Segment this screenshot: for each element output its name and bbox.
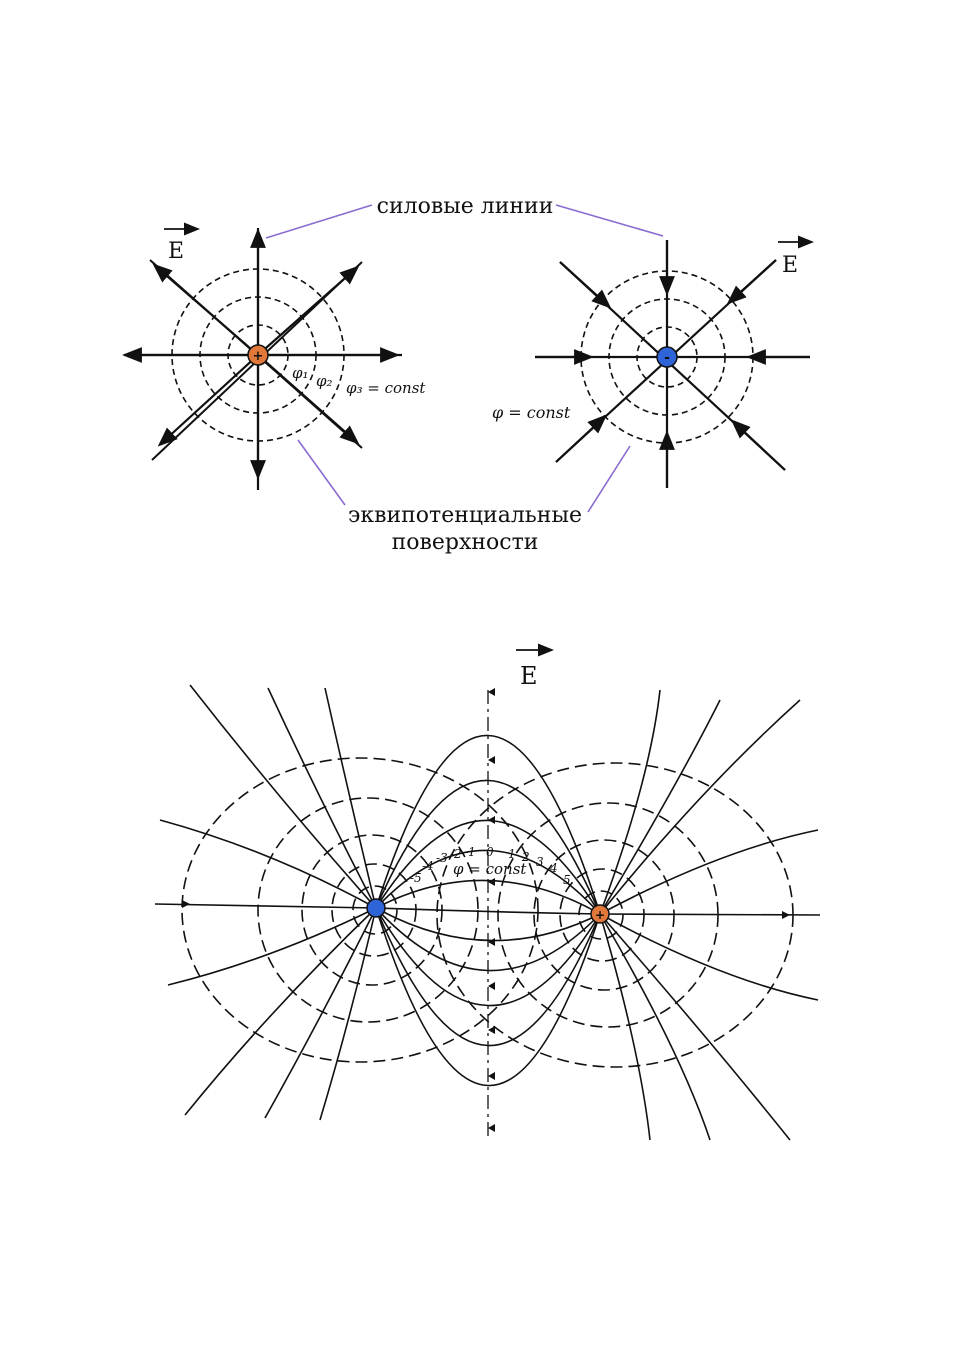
- dipole-phi-label: φ = const: [453, 860, 527, 878]
- field-line: [734, 260, 776, 298]
- dipole-vector-e-label: E: [520, 662, 538, 690]
- potential-number: -3: [436, 851, 448, 865]
- phi-2-label: φ₂: [316, 372, 333, 390]
- dipole-field-line: [600, 914, 790, 1140]
- dipole-field-line: [185, 908, 376, 1115]
- dipole-field-line: [600, 914, 650, 1140]
- phi-3-label: φ₃ = const: [346, 379, 426, 397]
- field-lines-label: силовые линии: [376, 194, 554, 219]
- dipole-field-line: [168, 908, 376, 985]
- equipotential-oval: [182, 758, 538, 1062]
- phi-const-label: φ = const: [492, 403, 571, 422]
- pointer-line: [588, 446, 630, 512]
- dipole-field-line: [265, 908, 376, 1118]
- field-line: [556, 421, 600, 462]
- potential-number: 1: [508, 847, 516, 861]
- negative-charge-diagram: [492, 240, 810, 488]
- potential-number: -2: [450, 847, 462, 861]
- negative-charge-sign: -: [664, 350, 670, 366]
- equipotential-label-line2: поверхности: [391, 530, 539, 555]
- annotation-pointers: [266, 205, 663, 512]
- dipole-field-line: [600, 700, 800, 914]
- dipole-negative-charge: [367, 899, 385, 917]
- potential-number: 4: [550, 861, 558, 875]
- pointer-line: [266, 205, 372, 238]
- dipole-positive-sign: +: [594, 908, 606, 922]
- dipole-diagram: [155, 650, 820, 1140]
- vector-e-label-left: E: [168, 239, 185, 264]
- positive-charge-sign: +: [252, 349, 264, 364]
- potential-number: 3: [536, 855, 544, 869]
- pointer-line: [556, 205, 663, 236]
- positive-charge-diagram: [124, 228, 426, 490]
- potential-number: 0: [486, 845, 494, 859]
- potential-number: -1: [464, 845, 476, 859]
- pointer-line: [298, 440, 345, 505]
- vector-e-label-right: E: [782, 253, 799, 278]
- phi-1-label: φ₁: [292, 364, 309, 382]
- potential-number: -5: [410, 871, 422, 885]
- dipole-field-line: [160, 820, 376, 908]
- potential-number: 2: [522, 850, 530, 864]
- field-line: [738, 426, 785, 470]
- potential-number: 5: [563, 873, 571, 887]
- equipotential-label-line1: эквипотенциальные: [348, 503, 582, 528]
- potential-number: -4: [422, 859, 434, 873]
- dipole-field-line: [600, 700, 720, 914]
- dipole-field-line: [320, 908, 376, 1120]
- field-line: [560, 262, 604, 302]
